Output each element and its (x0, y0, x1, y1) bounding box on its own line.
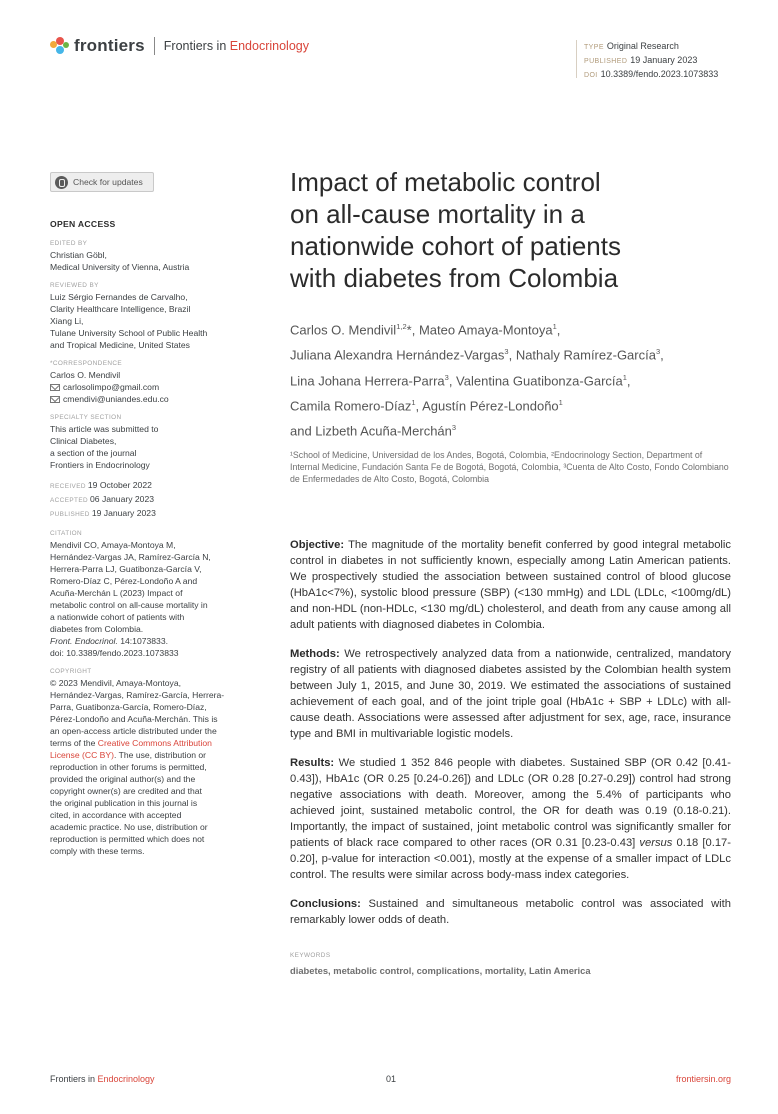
author-name[interactable]: Valentina Guatibonza-García (456, 372, 623, 388)
abstract-methods: Methods: We retrospectively analyzed data from a nationwide, centralized, mandatory registry of all patients with diagnosed diabetes assisted by the Colombian health system between July 1, 2015, and June 30, 2019. We estimated the associations of sustained achievement of each goal, and of the joint triple goal (HbA1c + SBP + LDLc) with all-cause death. Associations were assessed after adjustment for sex, age, race, insurance type and BMI in multivariable logistic models. (290, 647, 731, 740)
citation-section: CITATION Mendivil CO, Amaya-Montoya M, Hernández-Vargas JA, Ramírez-García N, Herrera-Parra LJ, Guatibonza-García V, Romero-Díaz C, Pérez-Londoño A and Acuña-Merchán L (2023) Impact of metabolic control on all-cause mortality in a nationwide cohort of patients with diabetes from Colombia. Front. Endocrinol. 14:1073833. doi: 10.3389/fendo.2023.1073833 (50, 530, 211, 658)
article-sidebar (50, 172, 236, 865)
keywords-label: KEYWORDS (290, 951, 331, 959)
check-for-updates-button[interactable]: Check for updates (50, 172, 154, 192)
published-date: 19 January 2023 (630, 55, 698, 65)
abstract-results: Results: We studied 1 352 846 people with diabetes. Sustained SBP (OR 0.42 [0.41-0.43]), HbA1c (OR 0.25 [0.24-0.26]) and LDLc (OR 0.28 [0.27-0.29]) control had strong negative associations with death. Moreover, among the 5.4% of participants who achieved joint, sustained metabolic control, the OR for death was 0.19 (0.18-0.21). Importantly, the impact of sustained, joint metabolic control was significantly smaller for patients of black race compared to other races (OR 0.31 [0.23-0.43] versus 0.18 [0.17-0.20], p-value for interaction <0.001), mostly at the expense of a smaller impact of LDLc control. The results were similar across body-mass index categories. (290, 756, 731, 881)
correspondence-section: *CORRESPONDENCE Carlos O. Mendivil carlosolimpo@gmail.com cmendivi@uniandes.edu.co (50, 359, 236, 405)
page-header (50, 36, 730, 80)
accepted-date: 06 January 2023 (90, 494, 155, 504)
abstract-conclusions: Conclusions: Sustained and simultaneous metabolic control was associated with remarkably lower odds of death. (290, 897, 731, 926)
brand-name: frontiers (74, 36, 145, 55)
author-list: Carlos O. Mendivil$^{1,2}$*, Mateo Amaya-Montoya$^1$, Juliana Alexandra Hernández-Vargas$^3$, Nathaly Ramírez-García$^3$, Lina Johana Herrera-Parra$^3$, Valentina Guatibonza-García$^1$, Camila Romero-Díaz$^1$, Agustín Pérez-Londoño$^1$ and Lizbeth Acuña-Merchán$^3$ (290, 322, 664, 439)
check-updates-icon (55, 176, 68, 189)
footer-site-link[interactable]: frontiersin.org (675, 1074, 731, 1084)
keywords: diabetes, metabolic control, complications, mortality, Latin America (290, 964, 591, 976)
published-date: 19 January 2023 (91, 508, 156, 518)
author-name[interactable]: Agustín Pérez-Londoño (422, 398, 559, 414)
received-date: 19 October 2022 (87, 480, 152, 490)
copyright-section: COPYRIGHT © 2023 Mendivil, Amaya-Montoya, Hernández-Vargas, Ramírez-García, Herrera- Parra, Guatibonza-García, Romero-Díaz, Pérez-Londoño and Acuña-Merchán. This is an open-access article distributed under the terms of the Creative Commons Attribution License (CC BY). The use, distribution or reproduction in other forums is permitted, provided the original author(s) and the copyright owner(s) are credited and that the original publication in this journal is cited, in accordance with accepted academic practice. No use, distribution or reproduction is permitted which does not comply with these terms. (50, 668, 225, 856)
author-name[interactable]: Nathaly Ramírez-García (515, 347, 656, 363)
author-name[interactable]: and Lizbeth Acuña-Merchán (290, 423, 452, 439)
author-name[interactable]: Mateo Amaya-Montoya (418, 322, 553, 338)
email-link[interactable]: carlosolimpo@gmail.com (50, 381, 236, 393)
edited-by-section: EDITED BY Christian Göbl, Medical University of Vienna, Austria (50, 240, 190, 272)
affiliations: ¹School of Medicine, Universidad de los Andes, Bogotá, Colombia, ²Endocrinology Section, Department of Internal Medicine, Fundación Santa Fe de Bogotá, Bogotá, Colombia, ³Cuenta de Alto Costo, Fondo Colombiano de Enfermedades de Alto Costo, Bogotá, Colombia (290, 449, 729, 484)
meta-divider (576, 40, 577, 78)
frontiers-logo-icon (50, 37, 70, 55)
article-main (290, 166, 731, 976)
author-name[interactable]: Camila Romero-Díaz (290, 398, 412, 414)
dates-section: RECEIVED 19 October 2022 ACCEPTED 06 January 2023 PUBLISHED 19 January 2023 (50, 480, 156, 518)
journal-logo[interactable] (50, 36, 309, 56)
abstract-objective: Objective: The magnitude of the mortality benefit conferred by good integral metabolic control in diabetes in not sufficiently known, especially among Latin American patients. We prospectively studied the association between sustained control of blood glucose (HbA1c<7%), systolic blood pressure (SBP) (<130 mmHg) and LDL (LDLc, <100mg/dL) and non-HDL (non-HDLc, <130 mg/dL) cholesterol, and death from any cause among all adult patients with diagnosed diabetes in Colombia. (290, 538, 731, 631)
article-meta: TYPE Original Research PUBLISHED 19 January 2023 DOI 10.3389/fendo.2023.1073833 (584, 41, 719, 79)
abstract (290, 537, 731, 928)
article-type: Original Research (606, 41, 679, 51)
envelope-icon (50, 396, 60, 403)
license-link[interactable]: License (CC BY) (50, 750, 114, 760)
footer-journal: Frontiers in Endocrinology (50, 1074, 155, 1084)
article-title: Impact of metabolic control on all-cause mortality in a nationwide cohort of patients with diabetes from Colombia (290, 167, 621, 293)
license-link[interactable]: Creative Commons Attribution (97, 738, 212, 748)
logo-divider (154, 37, 155, 55)
reviewed-by-section: REVIEWED BY Luiz Sérgio Fernandes de Carvalho, Clarity Healthcare Intelligence, Brazil Xiang Li, Tulane University School of Public Health and Tropical Medicine, United States (50, 282, 208, 350)
author-name[interactable]: Carlos O. Mendivil (290, 322, 397, 338)
author-name[interactable]: Lina Johana Herrera-Parra (290, 372, 445, 388)
journal-name: Frontiers in Endocrinology (163, 39, 309, 53)
specialty-section: SPECIALTY SECTION This article was submitted to Clinical Diabetes, a section of the journal Frontiers in Endocrinology (50, 414, 159, 470)
email-link[interactable]: cmendivi@uniandes.edu.co (50, 393, 236, 405)
open-access-label: OPEN ACCESS (50, 219, 116, 229)
doi-link[interactable]: 10.3389/fendo.2023.1073833 (600, 69, 719, 79)
page-number: 01 (386, 1074, 397, 1084)
author-name[interactable]: Juliana Alexandra Hernández-Vargas (290, 347, 505, 363)
envelope-icon (50, 384, 60, 391)
